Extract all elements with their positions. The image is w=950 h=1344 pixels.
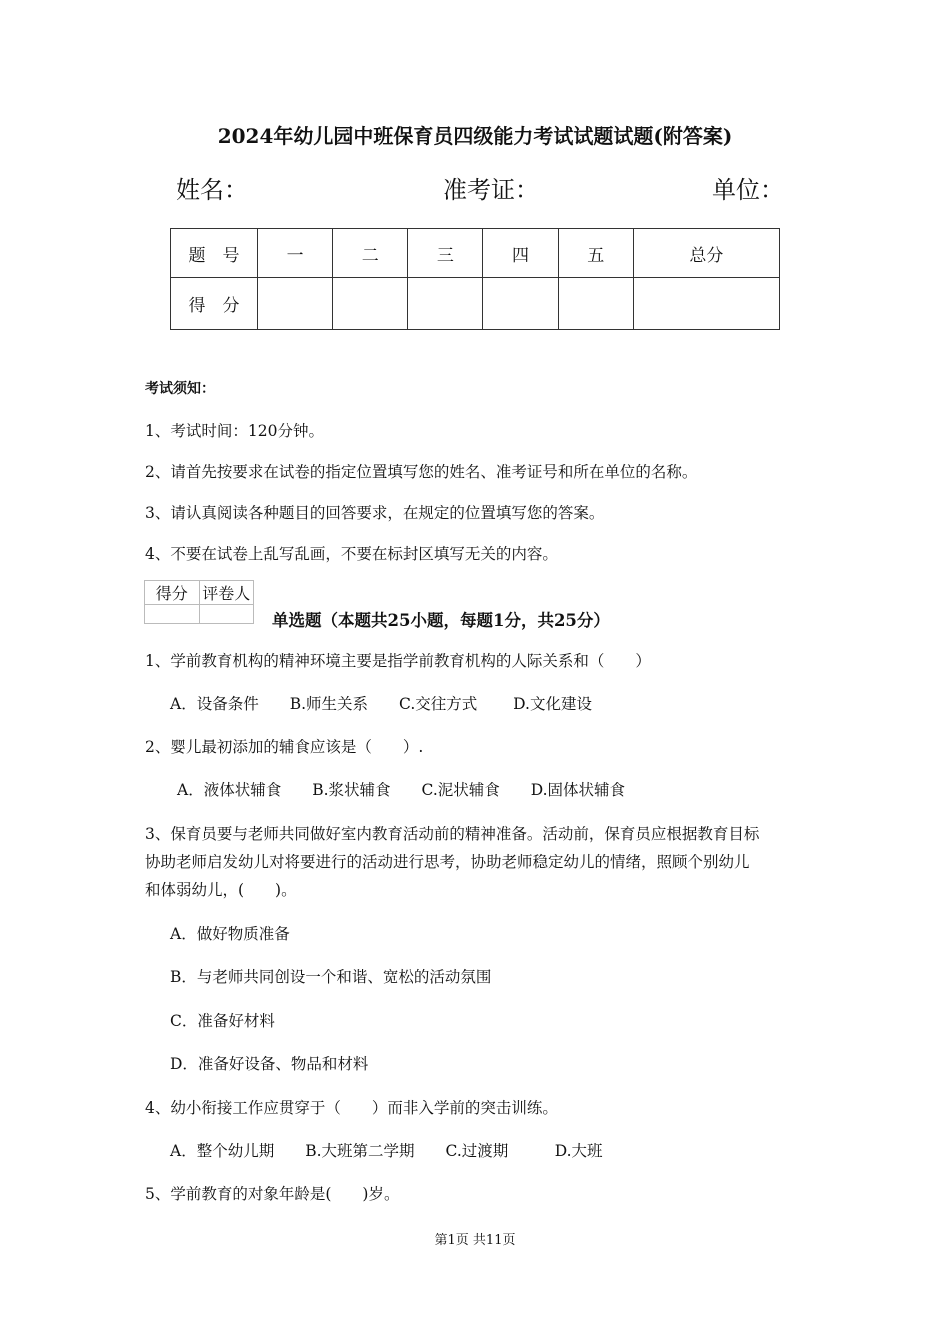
- score-table-cell: 题 号: [171, 229, 258, 278]
- question-2-stem: 2、婴儿最初添加的辅食应该是（ ）.: [145, 738, 424, 756]
- notice-item: 1、考试时间：120分钟。: [145, 422, 324, 440]
- score-table-cell: 二: [333, 229, 408, 278]
- score-table-cell: 一: [258, 229, 333, 278]
- notice-item: 3、请认真阅读各种题目的回答要求，在规定的位置填写您的答案。: [145, 504, 605, 522]
- exam-id-field-label: 准考证：: [443, 176, 539, 204]
- page-footer: 第1页 共11页: [434, 1233, 516, 1248]
- question-3-stem: 和体弱幼儿，( )。: [145, 881, 297, 899]
- score-table-header-row: [171, 229, 780, 278]
- grader-score-label: 得分: [145, 581, 200, 605]
- score-table-cell: [333, 278, 408, 330]
- name-field-label: 姓名：: [176, 176, 248, 204]
- grader-table: [144, 580, 254, 624]
- score-table-cell: 三: [408, 229, 483, 278]
- section-title: 单选题（本题共25小题，每题1分，共25分）: [272, 611, 610, 630]
- score-table-cell: 得 分: [171, 278, 258, 330]
- question-3-option-b: B．与老师共同创设一个和谐、宽松的活动氛围: [170, 968, 492, 986]
- grader-reviewer-label: 评卷人: [199, 581, 254, 605]
- score-table: [170, 228, 780, 330]
- notice-heading: 考试须知：: [145, 381, 215, 397]
- document-title: 2024年幼儿园中班保育员四级能力考试试题试题(附答案): [217, 124, 733, 148]
- score-table-cell: [408, 278, 483, 330]
- score-table-cell: [558, 278, 633, 330]
- notice-item: 4、不要在试卷上乱写乱画，不要在标封区填写无关的内容。: [145, 545, 558, 563]
- question-3-option-a: A．做好物质准备: [170, 925, 290, 943]
- question-3-option-d: D．准备好设备、物品和材料: [170, 1055, 369, 1073]
- score-table-cell: [633, 278, 779, 330]
- score-table-score-row: [171, 278, 780, 330]
- notice-item: 2、请首先按要求在试卷的指定位置填写您的姓名、准考证号和所在单位的名称。: [145, 463, 698, 481]
- question-4-options: A．整个幼儿期 B.大班第二学期 C.过渡期 D.大班: [170, 1142, 603, 1160]
- question-5-stem: 5、学前教育的对象年龄是( )岁。: [145, 1185, 400, 1203]
- question-1-options: A．设备条件 B.师生关系 C.交往方式 D.文化建设: [170, 695, 592, 713]
- question-3-stem: 3、保育员要与老师共同做好室内教育活动前的精神准备。活动前，保育员应根据教育目标: [145, 825, 760, 843]
- question-4-stem: 4、幼小衔接工作应贯穿于（ ）而非入学前的突击训练。: [145, 1099, 558, 1117]
- question-2-options: A．液体状辅食 B.浆状辅食 C.泥状辅食 D.固体状辅食: [177, 781, 626, 799]
- score-table-cell: [258, 278, 333, 330]
- question-1-stem: 1、学前教育机构的精神环境主要是指学前教育机构的人际关系和（ ）: [145, 652, 651, 670]
- question-3-stem: 协助老师启发幼儿对将要进行的活动进行思考，协助老师稳定幼儿的情绪，照顾个别幼儿: [145, 853, 750, 871]
- grader-reviewer-cell: [199, 605, 254, 624]
- score-table-cell: 总分: [633, 229, 779, 278]
- score-table-cell: 四: [483, 229, 558, 278]
- grader-score-cell: [145, 605, 200, 624]
- score-table-cell: 五: [558, 229, 633, 278]
- score-table-cell: [483, 278, 558, 330]
- question-3-option-c: C．准备好材料: [170, 1012, 275, 1030]
- unit-field-label: 单位：: [712, 176, 784, 204]
